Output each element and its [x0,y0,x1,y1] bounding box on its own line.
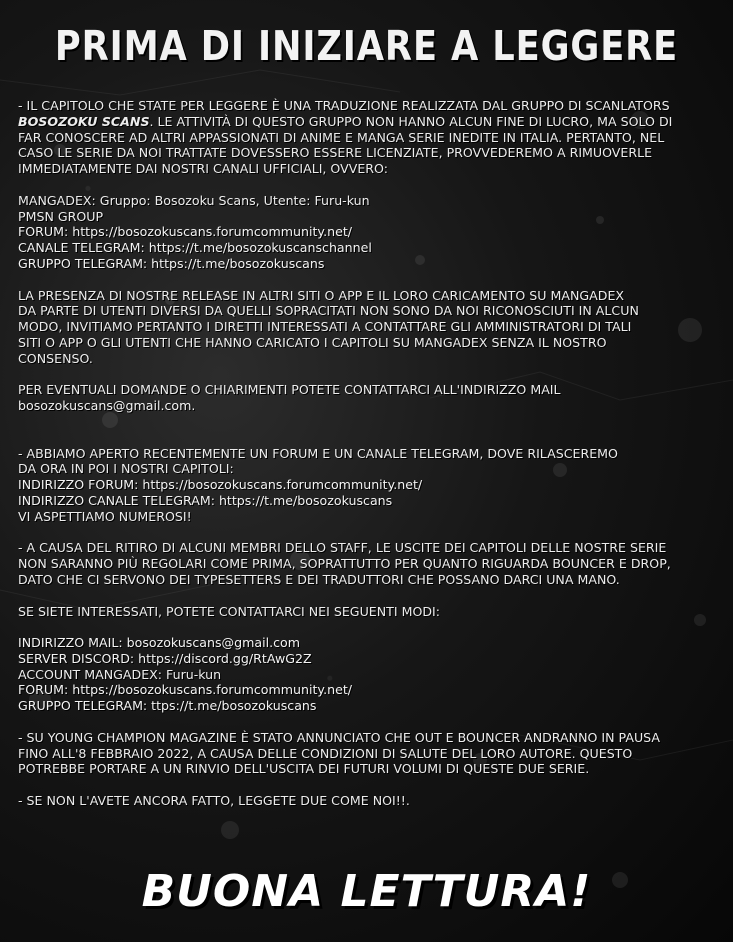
group-telegram-link[interactable]: GRUPPO TELEGRAM: https://t.me/bosozokuscans [18,255,325,271]
staff-notice-line: NON SARANNO PIÙ REGOLARI COME PRIMA, SOPRATTUTTO PER QUANTO RIGUARDA BOUNCER E DROP, [18,556,671,572]
page-title: PRIMA DI INIZIARE A LEGGERE [54,22,679,70]
channel-pmsn: PMSN GROUP [18,208,104,224]
staff-notice-paragraph [18,540,723,587]
intro-line [18,114,723,130]
announcement-line: - ABBIAMO APERTO RECENTEMENTE UN FORUM E UN CANALE TELEGRAM, DOVE RILASCEREMO [18,445,618,461]
intro-line: FAR CONOSCERE AD ALTRI APPASSIONATI DI ANIME E MANGA SERIE INEDITE IN ITALIA. PERTANTO, NEL [18,129,665,145]
channel-telegram-link[interactable]: CANALE TELEGRAM: https://t.me/bosozokuscanschannel [18,240,372,256]
release-notice-line: DA PARTE DI UTENTI DIVERSI DA QUELLI SOPRACITATI NON SONO DA NOI RICONOSCIUTI IN ALCUN [18,303,639,319]
intro-line: CASO LE SERIE DA NOI TRATTATE DOVESSERO ESSERE LICENZIATE, PROVVEDEREMO A RIMUOVERLE [18,145,653,161]
release-notice-line: SITI O APP O GLI UTENTI CHE HANNO CARICATO I CAPITOLI SU MANGADEX SENZA IL NOSTRO [18,334,607,350]
contact-telegram-link[interactable]: GRUPPO TELEGRAM: ttps://t.me/bosozokuscans [18,698,317,714]
forum-announcement-paragraph [18,446,723,525]
contact-forum-link[interactable]: FORUM: https://bosozokuscans.forumcommunity.net/ [18,682,352,698]
hiatus-notice-paragraph [18,730,723,777]
notice-body [18,98,723,825]
announcement-line: DA ORA IN POI I NOSTRI CAPITOLI: [18,461,234,477]
mangadex-account: ACCOUNT MANGADEX: Furu-kun [18,666,222,682]
closing-note-line: - SE NON L'AVETE ANCORA FATTO, LEGGETE DUE COME NOI!!. [18,793,410,809]
intro-line: IMMEDIATAMENTE DAI NOSTRI CANALI UFFICIALI, OVVERO: [18,161,388,177]
discord-server-link[interactable]: SERVER DISCORD: https://discord.gg/RtAwG2Z [18,650,312,666]
release-notice-paragraph [18,288,723,367]
staff-notice-line: DATO CHE CI SERVONO DEI TYPESETTERS E DEI TRADUTTORI CHE POSSANO DARCI UNA MANO. [18,571,620,587]
contacts-list [18,635,723,714]
intro-line-rest: . LE ATTIVITÀ DI QUESTO GRUPPO NON HANNO ALCUN FINE DI LUCRO, MA SOLO DI [149,113,673,129]
interest-line: SE SIETE INTERESSATI, POTETE CONTATTARCI NEI SEGUENTI MODI: [18,603,441,619]
closing-note-paragraph [18,793,723,809]
announcement-line: VI ASPETTIAMO NUMEROSI! [18,508,192,524]
intro-paragraph [18,98,723,177]
release-notice-line: MODO, INVITIAMO PERTANTO I DIRETTI INTERESSATI A CONTATTARE GLI AMMINISTRATORI DI TALI [18,319,632,335]
hiatus-line: - SU YOUNG CHAMPION MAGAZINE È STATO ANNUNCIATO CHE OUT E BOUNCER ANDRANNO IN PAUSA [18,729,661,745]
hiatus-line: FINO ALL'8 FEBBRAIO 2022, A CAUSA DELLE CONDIZIONI DI SALUTE DEL LORO AUTORE. QUESTO [18,745,633,761]
channel-forum-link[interactable]: FORUM: https://bosozokuscans.forumcommunity.net/ [18,224,352,240]
contact-paragraph [18,382,723,414]
forum-address-link[interactable]: INDIRIZZO FORUM: https://bosozokuscans.forumcommunity.net/ [18,477,423,493]
hiatus-line: POTREBBE PORTARE A UN RINVIO DELL'USCITA DEI FUTURI VOLUMI DI QUESTE DUE SERIE. [18,761,590,777]
channel-mangadex: MANGADEX: Gruppo: Bosozoku Scans, Utente: Furu-kun [18,192,370,208]
release-notice-line: LA PRESENZA DI NOSTRE RELEASE IN ALTRI SITI O APP E IL LORO CARICAMENTO SU MANGADEX [18,287,625,303]
contact-email[interactable]: bosozokuscans@gmail.com. [18,398,196,414]
intro-line: - IL CAPITOLO CHE STATE PER LEGGERE È UNA TRADUZIONE REALIZZATA DAL GRUPPO DI SCANLATORS [18,98,670,113]
interest-paragraph [18,604,723,620]
release-notice-line: CONSENSO. [18,350,93,366]
official-channels-list [18,193,723,272]
contact-line: PER EVENTUALI DOMANDE O CHIARIMENTI POTETE CONTATTARCI ALL'INDIRIZZO MAIL [18,382,561,398]
telegram-channel-address-link[interactable]: INDIRIZZO CANALE TELEGRAM: https://t.me/bosozokuscans [18,492,393,508]
group-name: BOSOZOKU SCANS [18,113,150,129]
ending-banner: BUONA LETTURA! [141,866,592,917]
staff-notice-line: - A CAUSA DEL RITIRO DI ALCUNI MEMBRI DELLO STAFF, LE USCITE DEI CAPITOLI DELLE NOSTRE SERIE [18,540,667,556]
contact-mail-link[interactable]: INDIRIZZO MAIL: bosozokuscans@gmail.com [18,635,301,651]
